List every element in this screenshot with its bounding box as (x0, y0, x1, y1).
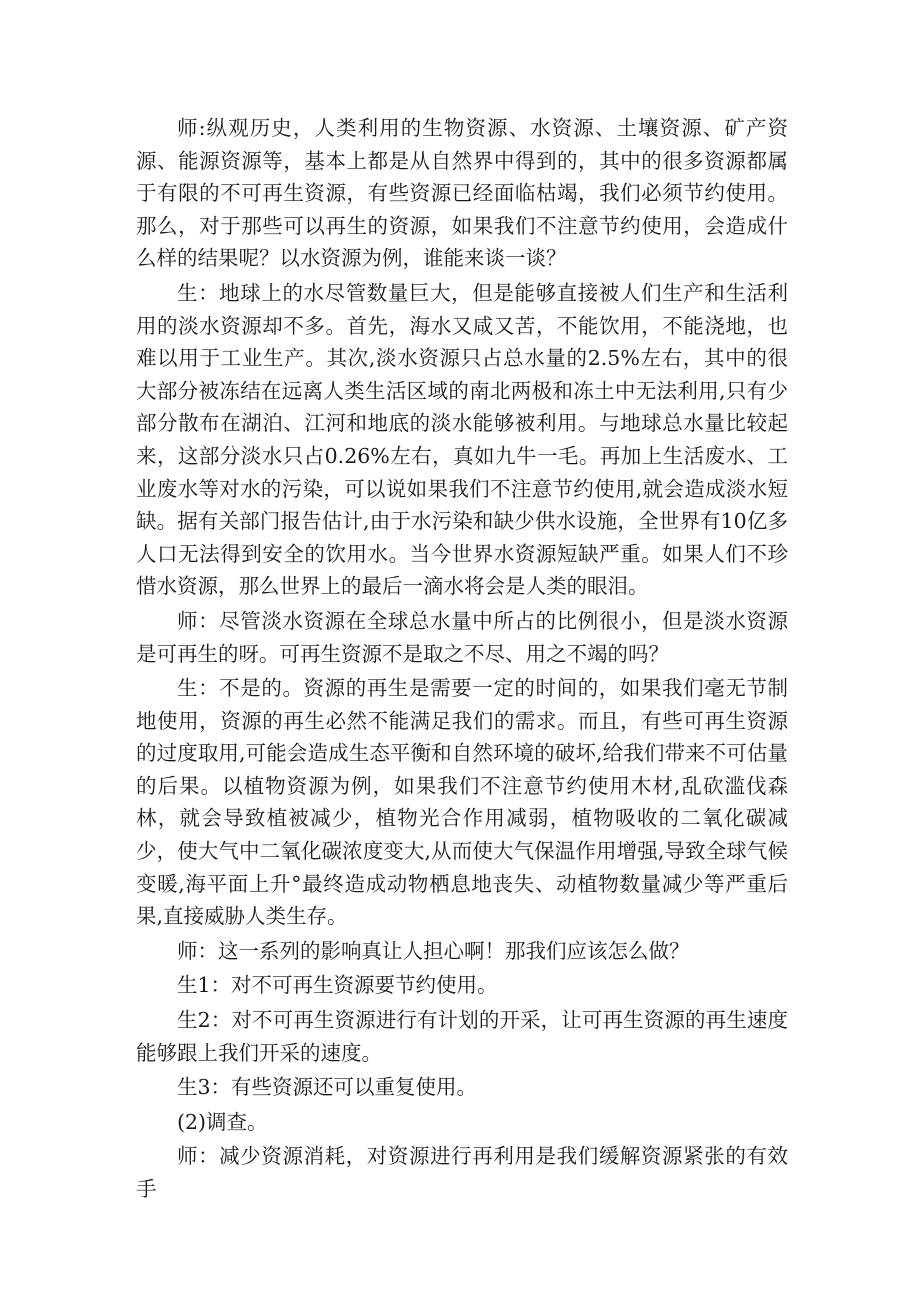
paragraph-student-water: 生：地球上的水尽管数量巨大，但是能够直接被人们生产和生活利用的淡水资源却不多。首先，海水又咸又苦，不能饮用，不能浇地，也难以用于工业生产。其次,淡水资源只占总水量的2.5%左右，其中的很大部分被冻结在远离人类生活区域的南北两极和冻土中无法利用,只有少部分散布在湖泊、江河和地底的淡水能够被利用。与地球总水量比较起来，这部分淡水只占0.26%左右，真如九牛一毛。再加上生活废水、工业废水等对水的污染，可以说如果我们不注意节约使用,就会造成淡水短缺。据有关部门报告估计,由于水污染和缺少供水设施，全世界有10亿多人口无法得到安全的饮用水。当今世界水资源短缺严重。如果人们不珍惜水资源，那么世界上的最后一滴水将会是人类的眼泪。 (136, 280, 788, 599)
document-body (136, 112, 788, 1208)
paragraph-student-2: 生2：对不可再生资源进行有计划的开采，让可再生资源的再生速度能够跟上我们开采的速度。 (136, 1008, 788, 1065)
paragraph-teacher-renewable: 师：尽管淡水资源在全球总水量中所占的比例很小，但是淡水资源是可再生的呀。可再生资源不是取之不尽、用之不竭的吗？ (136, 608, 788, 666)
paragraph-teacher-reuse: 师：减少资源消耗，对资源进行再利用是我们缓解资源紧张的有效手 (136, 1144, 788, 1201)
paragraph-student-3: 生3：有些资源还可以重复使用。 (177, 1075, 478, 1100)
paragraph-teacher-intro: 师:纵观历史，人类利用的生物资源、水资源、土壤资源、矿产资源、能源资源等，基本上都是从自然界中得到的，其中的很多资源都属于有限的不可再生资源，有些资源已经面临枯竭，我们必须节约使用。那么，对于那些可以再生的资源，如果我们不注意节约使用，会造成什么样的结果呢？以水资源为例，谁能来谈一谈？ (136, 116, 788, 271)
paragraph-teacher-question: 师：这一系列的影响真让人担心啊！那我们应该怎么做？ (177, 938, 690, 963)
paragraph-student-1: 生1：对不可再生资源要节约使用。 (177, 973, 498, 998)
paragraph-student-regeneration: 生：不是的。资源的再生是需要一定的时间的，如果我们毫无节制地使用，资源的再生必然不能满足我们的需求。而且，有些可再生资源的过度取用,可能会造成生态平衡和自然环境的破坏,给我们带来不可估量的后果。以植物资源为例，如果我们不注意节约使用木材,乱砍滥伐森林，就会导致植被减少，植物光合作用减弱，植物吸收的二氧化碳减少，使大气中二氧化碳浓度变大,从而使大气保温作用增强,导致全球气候变暖,海平面上升°最终造成动物栖息地丧失、动植物数量减少等严重后果,直接威胁人类生存。 (136, 676, 788, 929)
section-heading-survey: (2)调查。 (177, 1109, 268, 1134)
